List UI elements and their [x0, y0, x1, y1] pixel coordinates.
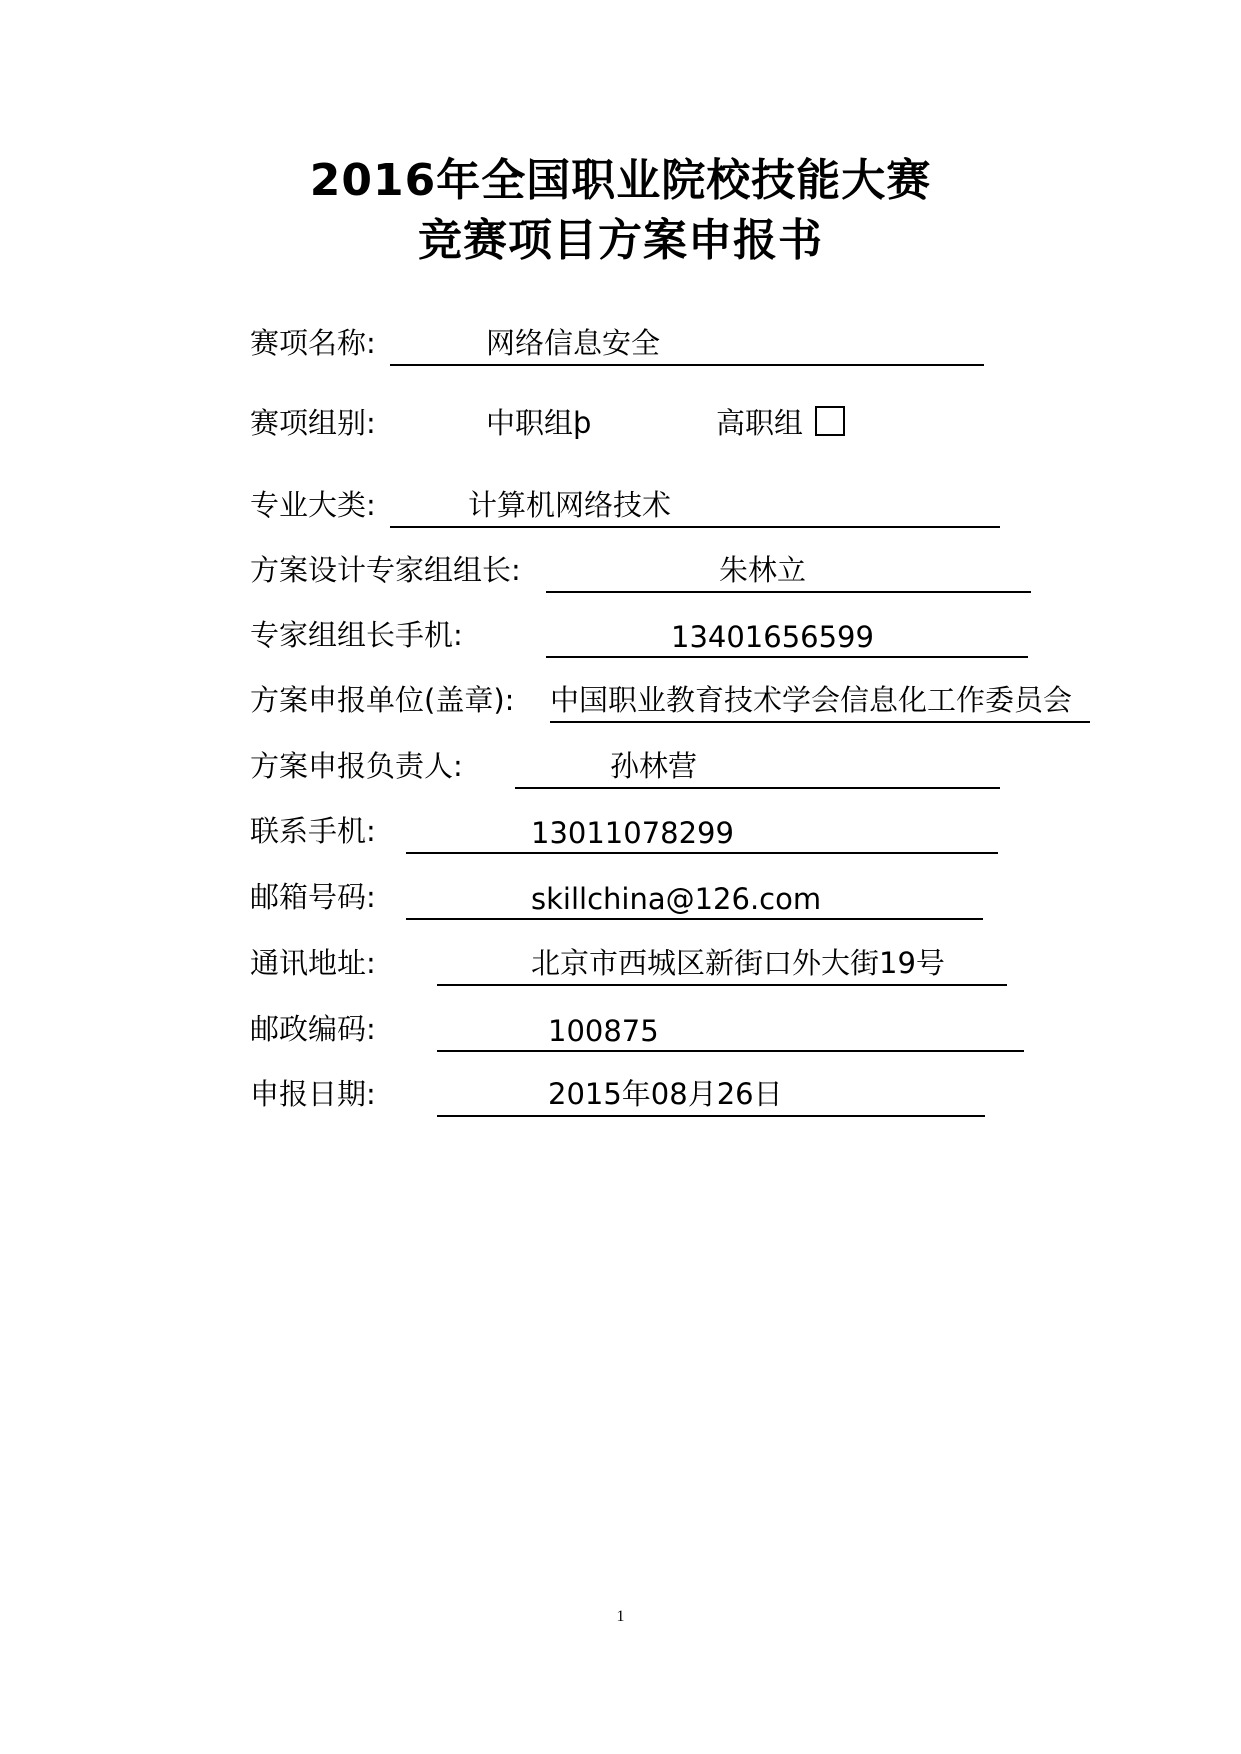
- secondary-vocational-option[interactable]: [486, 401, 591, 442]
- person-in-charge-label: 方案申报负责人:: [250, 749, 463, 783]
- checked-mark-icon: þ: [573, 406, 592, 440]
- leader-phone-label: 专家组组长手机:: [250, 618, 463, 652]
- event-name-value: 网络信息安全: [486, 326, 661, 360]
- person-in-charge-value: 孙林营: [610, 749, 698, 783]
- leader-phone-value: 13401656599: [671, 620, 874, 654]
- applicant-unit-field[interactable]: [550, 681, 1090, 723]
- applicant-unit-label: 方案申报单位(盖章):: [250, 683, 515, 717]
- address-label: 通讯地址:: [250, 946, 376, 980]
- event-group-label: 赛项组别:: [250, 406, 376, 440]
- date-label: 申报日期:: [250, 1077, 376, 1111]
- major-value: 计算机网络技术: [468, 488, 672, 522]
- date-value: 2015年08月26日: [548, 1077, 783, 1111]
- email-label: 邮箱号码:: [250, 880, 376, 914]
- person-in-charge-field[interactable]: [515, 747, 1000, 789]
- applicant-unit-value: 中国职业教育技术学会信息化工作委员会: [550, 683, 1073, 717]
- leader-phone-field[interactable]: [546, 616, 1028, 658]
- postal-code-label: 邮政编码:: [250, 1012, 376, 1046]
- email-value: skillchina@126.com: [531, 882, 822, 916]
- event-name-label: 赛项名称:: [250, 326, 376, 360]
- contact-phone-field[interactable]: [406, 812, 998, 854]
- title-line-1: 2016年全国职业院校技能大赛: [309, 155, 932, 206]
- expert-leader-value: 朱林立: [719, 553, 807, 587]
- expert-leader-field[interactable]: [546, 551, 1031, 593]
- email-field[interactable]: [406, 878, 983, 920]
- contact-phone-label: 联系手机:: [250, 814, 376, 848]
- higher-vocational-checkbox[interactable]: [815, 406, 845, 436]
- postal-code-field[interactable]: [437, 1010, 1024, 1052]
- page-number: 1: [616, 1608, 625, 1625]
- higher-vocational-label: 高职组: [716, 406, 804, 440]
- expert-leader-label: 方案设计专家组组长:: [250, 553, 521, 587]
- date-field[interactable]: [437, 1075, 985, 1117]
- event-name-field[interactable]: [390, 324, 984, 366]
- secondary-vocational-label: 中职组: [486, 406, 574, 440]
- address-field[interactable]: [437, 944, 1007, 986]
- postal-code-value: 100875: [548, 1014, 659, 1048]
- address-value: 北京市西城区新街口外大街19号: [531, 946, 945, 980]
- major-label: 专业大类:: [250, 488, 376, 522]
- contact-phone-value: 13011078299: [531, 816, 734, 850]
- title-line-2: 竞赛项目方案申报书: [418, 215, 823, 266]
- higher-vocational-option[interactable]: [716, 401, 803, 442]
- major-field[interactable]: [390, 486, 1000, 528]
